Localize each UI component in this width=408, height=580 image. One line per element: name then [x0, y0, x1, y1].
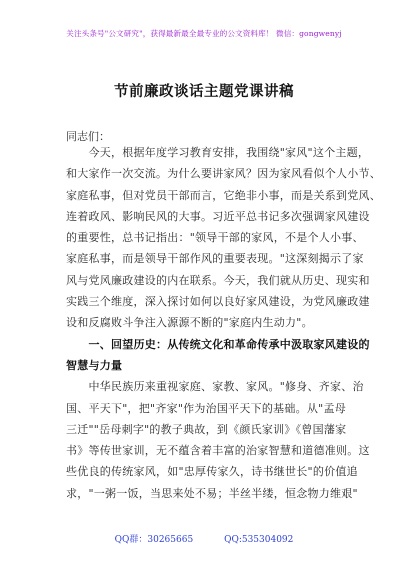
body-line: 风与党风廉政建设的内在联系。今天，我们就从历史、现实和: [66, 273, 370, 287]
body-line: 家庭私事，但对党员干部而言，它绝非小事，而是关系到党风、: [66, 188, 381, 202]
body-text: [66, 142, 381, 504]
page-title: 节前廉政谈话主题党课讲稿: [114, 83, 294, 100]
section-heading: 一、回望历史：从传统文化和革命传承中汲取家风建设的: [66, 337, 370, 351]
qq-number-text: QQ:535304092: [224, 535, 294, 545]
body-line: 国、平天下"，把"齐家"作为治国平天下的基础。从"孟母: [66, 401, 346, 415]
body-line: 今天，根据年度学习教育安排，我围绕"家风"这个主题，: [66, 146, 370, 159]
body-line: 中华民族历来重视家庭、家教、家风。"修身、齐家、治: [66, 380, 364, 394]
body-line: 连着政风、影响民风的大事。习近平总书记多次强调家风建设: [66, 209, 370, 223]
qq-group-text: QQ群：30265665: [114, 535, 194, 545]
footer-contact: [0, 532, 408, 545]
body-line: 三迁""岳母刺字"的教子典故，到《颜氏家训》《曾国藩家: [66, 422, 347, 436]
body-line: 求，"一粥一饭，当思来处不易；半丝半缕，恒念物力维艰": [66, 486, 358, 500]
section-heading: 智慧与力量: [66, 358, 123, 372]
body-line: 设和反腐败斗争注入源源不断的"家庭内生动力"。: [66, 316, 313, 330]
body-line: 实践三个维度，深入探讨如何以良好家风建设，为党风廉政建: [66, 295, 370, 309]
body-line: 和大家作一次交流。为什么要讲家风？因为家风看似个人小节、: [66, 167, 381, 181]
header-banner: 关注头条号"公文研究"，获得最新最全最专业的公文资料库！ 微信：gongwenyj: [66, 29, 342, 38]
body-line: 的重要性，总书记指出："领导干部的家风，不是个人小事、: [66, 231, 364, 245]
body-line: 家庭私事，而是领导干部作风的重要表现。"这深刻揭示了家: [66, 252, 364, 266]
body-line: 些优良的传统家风，如"忠厚传家久，诗书继世长"的价值追: [66, 465, 358, 479]
greeting: 同志们：: [66, 130, 110, 143]
body-line: 书》等传世家训，无不蕴含着丰富的治家智慧和道德准则。这: [66, 444, 370, 458]
